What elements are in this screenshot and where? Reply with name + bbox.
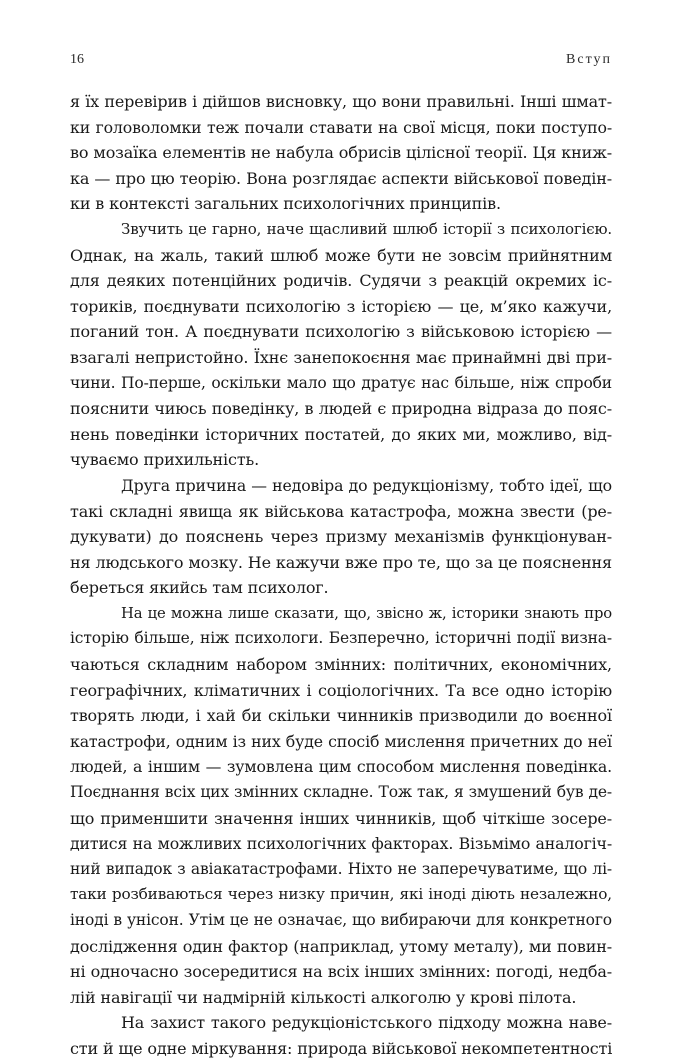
text-line: береться якийсь там психолог. <box>70 578 329 598</box>
text-line: людей, а іншим — зумовлена цим способом мислення поведінка. <box>70 757 612 777</box>
section-title: Вступ <box>566 52 612 67</box>
text-line: таки розбиваються через низку причин, які іноді діють незалежно, <box>70 885 612 904</box>
text-line: ний випадок з авіакатастрофами. Ніхто не заперечуватиме, що лі- <box>70 859 612 878</box>
paragraph-first-line: На це можна лише сказати, що, звісно ж, історики знають про <box>121 604 612 622</box>
text-line: катастрофи, одним із них буде спосіб мислення причетних до неї <box>70 731 612 751</box>
text-line: во мозаїка елементів не набула обрисів цілісної теорії. Ця книж- <box>70 143 612 163</box>
text-line: творять люди, і хай би скільки чинників призводили до воєнної <box>70 706 612 726</box>
text-line: ня людського мозку. Не кажучи вже про те, що за це пояснення <box>70 552 612 572</box>
text-line: чини. По-перше, оскільки мало що дратує нас більше, ніж спроби <box>70 373 612 392</box>
text-line: поганий тон. А поєднувати психологію з військовою історією — <box>70 322 612 342</box>
text-line: чуваємо прихильність. <box>70 450 260 470</box>
text-line: я їх перевірив і дійшов висновку, що вони правильні. Інші шмат- <box>70 92 612 111</box>
text-line: лій навігації чи надмірній кількості алкоголю у крові пілота. <box>70 987 577 1007</box>
running-head <box>70 52 612 72</box>
text-line: що применшити значення інших чинників, щоб чіткіше зосере- <box>70 808 612 828</box>
text-line: для деяких потенційних родичів. Судячи з реакцій окремих іс- <box>70 271 612 291</box>
paragraph-first-line: Звучить це гарно, наче щасливий шлюб історії з психологією. <box>121 219 612 238</box>
page-number: 16 <box>70 52 84 67</box>
text-line: ки головоломки теж почали ставати на свої місця, поки поступо- <box>70 117 612 137</box>
text-line: такі складні явища як військова катастрофа, можна звести (ре- <box>70 501 612 521</box>
text-line: ки в контексті загальних психологічних принципів. <box>70 194 501 214</box>
text-line: дитися на можливих психологічних факторах. Візьмімо аналогіч- <box>70 834 612 854</box>
text-line: географічних, кліматичних і соціологічних. Та все одно історію <box>70 680 612 700</box>
text-line: Поєднання всіх цих змінних складне. Тож так, я змушений був де- <box>70 783 612 802</box>
text-line: Однак, на жаль, такий шлюб може бути не зовсім прийнятним <box>70 245 612 265</box>
paragraph-first-line: Друга причина — недовіра до редукціонізму, тобто ідеї, що <box>121 475 612 495</box>
text-line: нень поведінки історичних постатей, до яких ми, можливо, від- <box>70 424 612 444</box>
text-line: дослідження один фактор (наприклад, утому металу), ми повин- <box>70 936 612 956</box>
text-line: дукувати) до пояснень через призму механізмів функціонуван- <box>70 527 612 547</box>
paragraph-first-line: На захист такого редукціоністського підходу можна наве- <box>121 1013 612 1033</box>
body-text <box>70 89 612 1062</box>
text-line: чаються складним набором змінних: політичних, економічних, <box>70 655 612 675</box>
text-line: пояснити чиюсь поведінку, в людей є природна відраза до пояс- <box>70 399 612 419</box>
text-line: взагалі непристойно. Їхнє занепокоєння має принаймні дві при- <box>70 347 612 367</box>
text-line: ні одночасно зосередитися на всіх інших змінних: погоді, недба- <box>70 962 612 982</box>
text-line: історію більше, ніж психологи. Безперечно, історичні події визна- <box>70 629 612 648</box>
text-line: ка — про цю теорію. Вона розглядає аспекти військової поведін- <box>70 168 612 188</box>
text-line: іноді в унісон. Утім це не означає, що вибираючи для конкретного <box>70 911 612 929</box>
text-line: ториків, поєднувати психологію з історією — це, м’яко кажучи, <box>70 296 612 316</box>
text-line: сти й ще одне міркування: природа військової некомпетентності <box>70 1038 613 1058</box>
